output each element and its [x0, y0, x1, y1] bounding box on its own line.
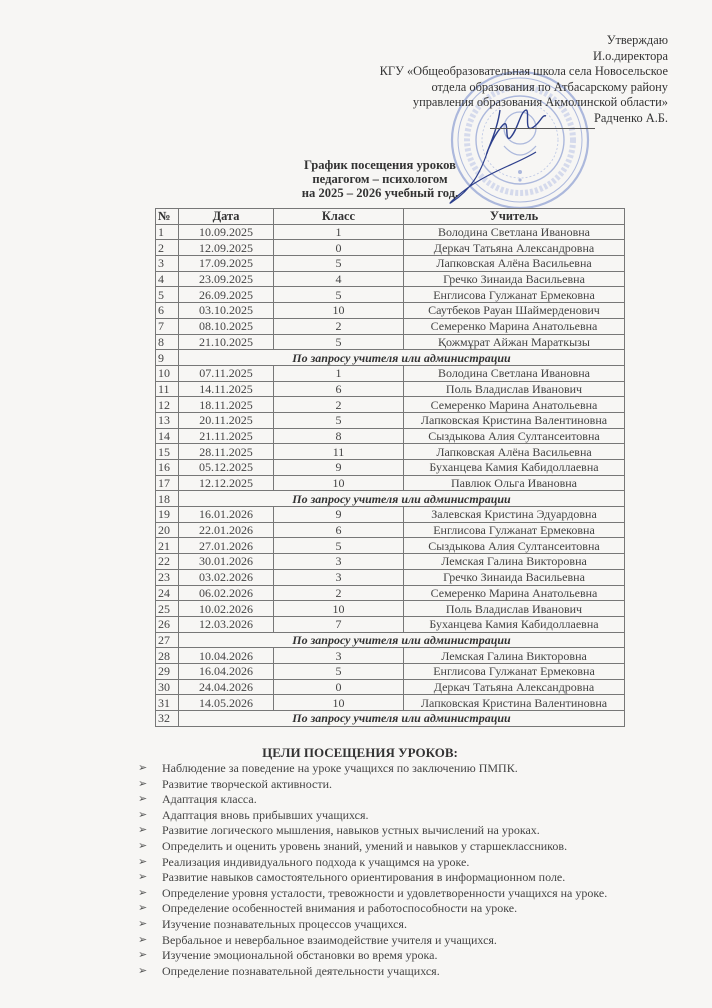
- cell-teacher: Лемская Галина Викторовна: [404, 554, 625, 570]
- cell-class: 9: [274, 460, 404, 476]
- table-row: [156, 271, 625, 287]
- cell-class: 0: [274, 679, 404, 695]
- cell-class: 5: [274, 412, 404, 428]
- title-line: График посещения уроков: [304, 158, 456, 172]
- table-row: [156, 522, 625, 538]
- approval-line: Утверждаю: [606, 33, 668, 47]
- title-line: педагогом – психологом: [312, 172, 448, 186]
- cell-date: 03.10.2025: [179, 303, 274, 319]
- cell-class: 1: [274, 224, 404, 240]
- cell-date: 12.12.2025: [179, 475, 274, 491]
- cell-number: 29: [156, 663, 179, 679]
- approval-line: И.о.директора: [593, 48, 668, 63]
- cell-number: 6: [156, 303, 179, 319]
- cell-teacher: Лемская Галина Викторовна: [404, 648, 625, 664]
- goal-item: [138, 870, 607, 886]
- arrowhead-bullet-icon: ➢: [138, 777, 148, 790]
- cell-date: 03.02.2026: [179, 569, 274, 585]
- cell-class: 3: [274, 554, 404, 570]
- cell-date: 14.11.2025: [179, 381, 274, 397]
- cell-number: 32: [156, 711, 179, 727]
- table-row: [156, 224, 625, 240]
- goal-item: [138, 901, 607, 917]
- cell-number: 17: [156, 475, 179, 491]
- table-row: [156, 569, 625, 585]
- cell-teacher: Семеренко Марина Анатольевна: [404, 585, 625, 601]
- cell-teacher: Лапковская Алёна Васильевна: [404, 444, 625, 460]
- table-row: [156, 585, 625, 601]
- table-row: [156, 679, 625, 695]
- cell-date: 12.03.2026: [179, 616, 274, 632]
- cell-class: 2: [274, 585, 404, 601]
- table-row: [156, 412, 625, 428]
- table-row: [156, 663, 625, 679]
- goal-text: Определение уровня усталости, тревожности и удовлетворенности учащихся на уроке.: [162, 885, 608, 900]
- table-row: [156, 616, 625, 632]
- cell-class: 10: [274, 303, 404, 319]
- goal-item: [138, 839, 607, 855]
- table-row: [156, 397, 625, 413]
- goal-item: [138, 917, 607, 933]
- arrowhead-bullet-icon: ➢: [138, 793, 148, 806]
- cell-date: 14.05.2026: [179, 695, 274, 711]
- goal-text: Вербальное и невербальное взаимодействие учителя и учащихся.: [162, 932, 497, 947]
- cell-class: 8: [274, 428, 404, 444]
- cell-date: 26.09.2025: [179, 287, 274, 303]
- cell-number: 2: [156, 240, 179, 256]
- cell-teacher: Саутбеков Рауан Шаймерденович: [404, 303, 625, 319]
- table-row: [156, 318, 625, 334]
- goal-text: Определить и оценить уровень знаний, умений и навыков у старшеклассников.: [162, 838, 568, 853]
- table-row: [156, 381, 625, 397]
- cell-teacher: Поль Владислав Иванович: [404, 601, 625, 617]
- arrowhead-bullet-icon: ➢: [138, 808, 148, 821]
- table-row: [156, 507, 625, 523]
- cell-number: 26: [156, 616, 179, 632]
- cell-number: 19: [156, 507, 179, 523]
- goal-text: Изучение эмоциональной обстановки во время урока.: [162, 948, 438, 963]
- cell-number: 5: [156, 287, 179, 303]
- header-class: Класс: [274, 209, 404, 225]
- goals-list: [138, 761, 607, 979]
- cell-class: 10: [274, 475, 404, 491]
- cell-number: 28: [156, 648, 179, 664]
- cell-request-note: По запросу учителя или администрации: [179, 350, 625, 366]
- cell-teacher: Лапковская Кристина Валентиновна: [404, 412, 625, 428]
- cell-class: 11: [274, 444, 404, 460]
- goal-item: [138, 948, 607, 964]
- cell-number: 9: [156, 350, 179, 366]
- table-body: [156, 224, 625, 726]
- cell-class: 10: [274, 695, 404, 711]
- cell-class: 6: [274, 381, 404, 397]
- cell-date: 24.04.2026: [179, 679, 274, 695]
- cell-number: 20: [156, 522, 179, 538]
- cell-number: 16: [156, 460, 179, 476]
- arrowhead-bullet-icon: ➢: [138, 933, 148, 946]
- goal-item: [138, 823, 607, 839]
- table-row: [156, 287, 625, 303]
- cell-date: 30.01.2026: [179, 554, 274, 570]
- goal-text: Наблюдение за поведение на уроке учащихся по заключению ПМПК.: [162, 761, 518, 775]
- cell-date: 23.09.2025: [179, 271, 274, 287]
- cell-date: 27.01.2026: [179, 538, 274, 554]
- cell-teacher: Буханцева Камия Кабидоллаевна: [404, 616, 625, 632]
- goal-text: Адаптация вновь прибывших учащихся.: [162, 807, 369, 822]
- arrowhead-bullet-icon: ➢: [138, 871, 148, 884]
- cell-number: 10: [156, 365, 179, 381]
- cell-date: 10.04.2026: [179, 648, 274, 664]
- cell-teacher: Павлюк Ольга Ивановна: [404, 475, 625, 491]
- table-row: [156, 303, 625, 319]
- cell-teacher: Енглисова Гулжанат Ермековна: [404, 287, 625, 303]
- arrowhead-bullet-icon: ➢: [138, 964, 148, 977]
- goal-text: Определение познавательной деятельности учащихся.: [162, 963, 440, 978]
- header-date: Дата: [179, 209, 274, 225]
- cell-class: 5: [274, 538, 404, 554]
- table-row: [156, 365, 625, 381]
- arrowhead-bullet-icon: ➢: [138, 917, 148, 930]
- table-row: [156, 475, 625, 491]
- cell-class: 3: [274, 569, 404, 585]
- cell-teacher: Залевская Кристина Эдуардовна: [404, 507, 625, 523]
- cell-number: 23: [156, 569, 179, 585]
- cell-date: 20.11.2025: [179, 412, 274, 428]
- cell-number: 18: [156, 491, 179, 507]
- table-row-request: [156, 711, 625, 727]
- cell-request-note: По запросу учителя или администрации: [179, 632, 625, 648]
- cell-teacher: Лапковская Кристина Валентиновна: [404, 695, 625, 711]
- table-header-row: [156, 209, 625, 225]
- cell-number: 3: [156, 256, 179, 272]
- cell-number: 31: [156, 695, 179, 711]
- cell-number: 24: [156, 585, 179, 601]
- goal-item: [138, 808, 607, 824]
- cell-date: 28.11.2025: [179, 444, 274, 460]
- cell-teacher: Буханцева Камия Кабидоллаевна: [404, 460, 625, 476]
- goal-item: [138, 855, 607, 871]
- cell-date: 10.02.2026: [179, 601, 274, 617]
- table-row: [156, 444, 625, 460]
- cell-class: 5: [274, 287, 404, 303]
- goal-text: Развитие логического мышления, навыков устных вычислений на уроках.: [162, 823, 540, 838]
- table-row: [156, 240, 625, 256]
- arrowhead-bullet-icon: ➢: [138, 824, 148, 837]
- approval-line: КГУ «Общеобразовательная школа села Новосельское: [379, 64, 668, 79]
- cell-number: 1: [156, 224, 179, 240]
- table-row: [156, 554, 625, 570]
- cell-number: 4: [156, 271, 179, 287]
- approval-line: управления образования Акмолинской области»: [412, 95, 668, 110]
- goal-text: Адаптация класса.: [162, 792, 257, 807]
- header-teacher: Учитель: [404, 209, 625, 225]
- cell-teacher: Володина Светлана Ивановна: [404, 365, 625, 381]
- table-row: [156, 601, 625, 617]
- table-row: [156, 334, 625, 350]
- goal-item: [138, 777, 607, 793]
- goal-text: Развитие навыков самостоятельного ориентирования в информационном поле.: [162, 870, 566, 885]
- cell-date: 06.02.2026: [179, 585, 274, 601]
- cell-teacher: Гречко Зинаида Васильевна: [404, 569, 625, 585]
- cell-number: 8: [156, 334, 179, 350]
- goal-text: Развитие творческой активности.: [162, 776, 333, 791]
- arrowhead-bullet-icon: ➢: [138, 839, 148, 852]
- cell-request-note: По запросу учителя или администрации: [179, 711, 625, 727]
- cell-teacher: Сыздыкова Алия Султансеитовна: [404, 428, 625, 444]
- cell-number: 22: [156, 554, 179, 570]
- goal-item: [138, 933, 607, 949]
- cell-class: 9: [274, 507, 404, 523]
- cell-teacher: Семеренко Марина Анатольевна: [404, 397, 625, 413]
- cell-number: 21: [156, 538, 179, 554]
- table-row-request: [156, 632, 625, 648]
- goal-text: Определение особенностей внимания и работоспособности на уроке.: [162, 901, 518, 916]
- approval-line: отдела образования по Атбасарскому району: [431, 79, 668, 94]
- title-line: на 2025 – 2026 учебный год.: [301, 186, 459, 200]
- arrowhead-bullet-icon: ➢: [138, 762, 148, 774]
- arrowhead-bullet-icon: ➢: [138, 949, 148, 962]
- cell-number: 25: [156, 601, 179, 617]
- cell-teacher: Гречко Зинаида Васильевна: [404, 271, 625, 287]
- goal-item: [138, 964, 607, 980]
- cell-class: 1: [274, 365, 404, 381]
- goal-item: [138, 886, 607, 902]
- goal-text: Изучение познавательных процессов учащихся.: [162, 916, 407, 931]
- cell-number: 27: [156, 632, 179, 648]
- cell-class: 5: [274, 334, 404, 350]
- cell-date: 07.11.2025: [179, 365, 274, 381]
- cell-number: 12: [156, 397, 179, 413]
- table-row: [156, 648, 625, 664]
- cell-teacher: Деркач Татьяна Александровна: [404, 679, 625, 695]
- cell-number: 11: [156, 381, 179, 397]
- table-row: [156, 695, 625, 711]
- signature-line: [490, 128, 595, 129]
- cell-date: 21.10.2025: [179, 334, 274, 350]
- cell-class: 3: [274, 648, 404, 664]
- cell-number: 13: [156, 412, 179, 428]
- cell-date: 12.09.2025: [179, 240, 274, 256]
- table-row-request: [156, 491, 625, 507]
- cell-teacher: Володина Светлана Ивановна: [404, 224, 625, 240]
- goal-text: Реализация индивидуального подхода к учащимся на уроке.: [162, 854, 470, 869]
- arrowhead-bullet-icon: ➢: [138, 855, 148, 868]
- cell-date: 10.09.2025: [179, 224, 274, 240]
- table-row: [156, 256, 625, 272]
- cell-class: 5: [274, 663, 404, 679]
- cell-date: 16.04.2026: [179, 663, 274, 679]
- cell-class: 7: [274, 616, 404, 632]
- document-title: [250, 158, 510, 200]
- arrowhead-bullet-icon: ➢: [138, 886, 148, 899]
- cell-teacher: Енглисова Гулжанат Ермековна: [404, 663, 625, 679]
- cell-number: 30: [156, 679, 179, 695]
- cell-date: 22.01.2026: [179, 522, 274, 538]
- cell-class: 4: [274, 271, 404, 287]
- cell-teacher: Лапковская Алёна Васильевна: [404, 256, 625, 272]
- cell-class: 10: [274, 601, 404, 617]
- cell-class: 2: [274, 397, 404, 413]
- approval-block: [380, 33, 668, 127]
- cell-teacher: Деркач Татьяна Александровна: [404, 240, 625, 256]
- cell-number: 7: [156, 318, 179, 334]
- cell-class: 5: [274, 256, 404, 272]
- table-row: [156, 460, 625, 476]
- cell-teacher: Қожмұрат Айжан Мараткызы: [404, 334, 625, 350]
- table-row: [156, 538, 625, 554]
- cell-request-note: По запросу учителя или администрации: [179, 491, 625, 507]
- cell-teacher: Поль Владислав Иванович: [404, 381, 625, 397]
- cell-date: 18.11.2025: [179, 397, 274, 413]
- cell-date: 21.11.2025: [179, 428, 274, 444]
- cell-date: 17.09.2025: [179, 256, 274, 272]
- schedule-table: [155, 208, 625, 727]
- cell-class: 0: [274, 240, 404, 256]
- cell-class: 6: [274, 522, 404, 538]
- header-number: №: [156, 209, 179, 225]
- goal-item: [138, 761, 607, 777]
- cell-class: 2: [274, 318, 404, 334]
- arrowhead-bullet-icon: ➢: [138, 902, 148, 915]
- goal-item: [138, 792, 607, 808]
- table-row: [156, 428, 625, 444]
- cell-number: 14: [156, 428, 179, 444]
- goals-heading: ЦЕЛИ ПОСЕЩЕНИЯ УРОКОВ:: [262, 745, 458, 760]
- cell-number: 15: [156, 444, 179, 460]
- approver-name: Радченко А.Б.: [594, 110, 668, 125]
- table-row-request: [156, 350, 625, 366]
- cell-date: 16.01.2026: [179, 507, 274, 523]
- cell-teacher: Семеренко Марина Анатольевна: [404, 318, 625, 334]
- cell-teacher: Сыздыкова Алия Султансеитовна: [404, 538, 625, 554]
- cell-teacher: Енглисова Гулжанат Ермековна: [404, 522, 625, 538]
- cell-date: 08.10.2025: [179, 318, 274, 334]
- cell-date: 05.12.2025: [179, 460, 274, 476]
